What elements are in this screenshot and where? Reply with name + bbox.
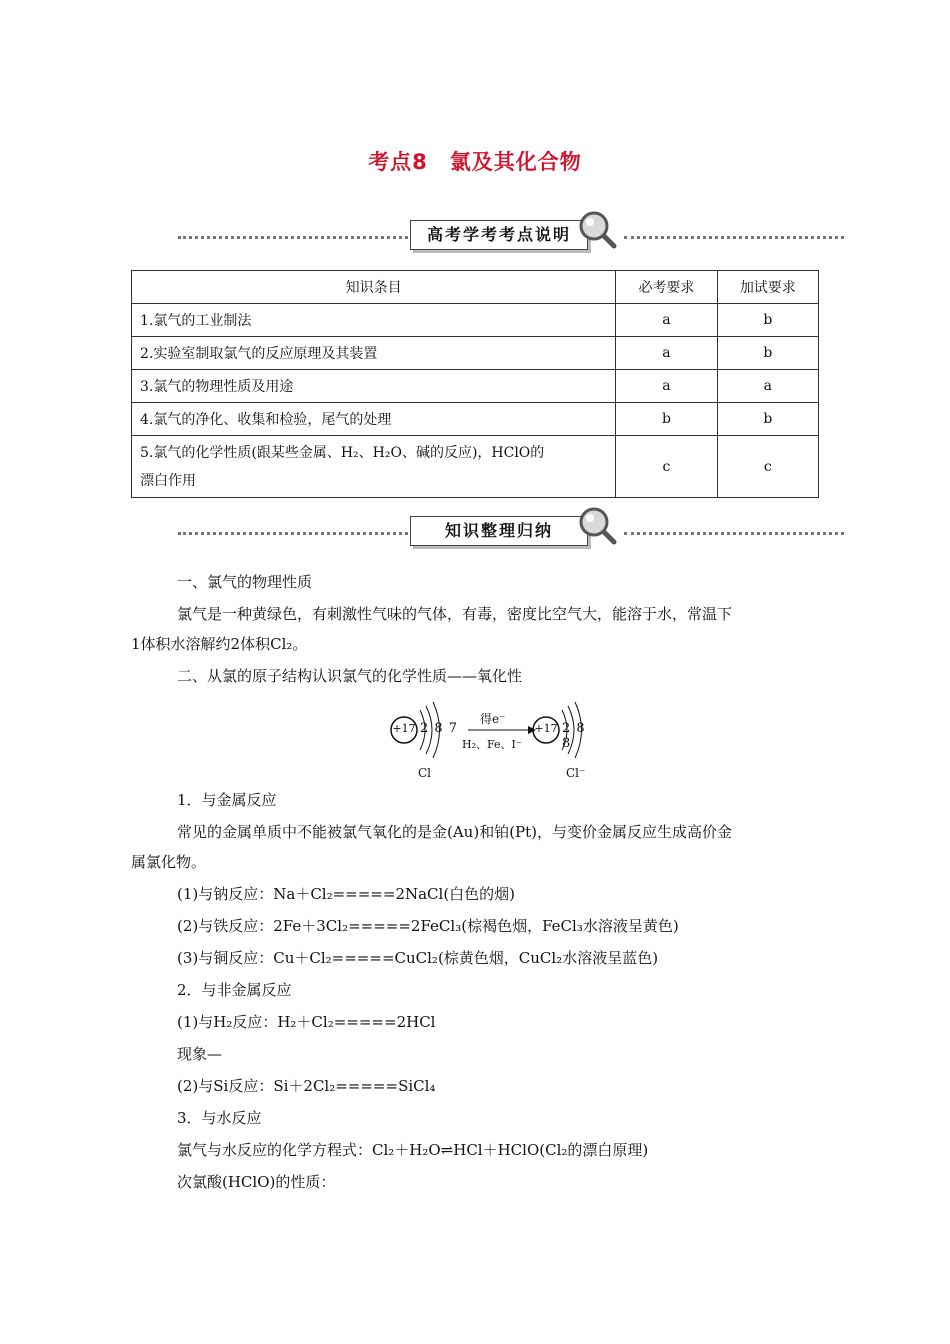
dotted-divider-left [178, 532, 408, 535]
paragraph: 属氯化物。 [131, 853, 207, 871]
sub-heading: 2．与非金属反应 [177, 981, 292, 999]
paragraph: 1体积水溶解约2体积Cl₂。 [131, 635, 308, 653]
paragraph: 常见的金属单质中不能被氯气氧化的是金(Au)和铂(Pt)，与变价金属反应生成高价金 [177, 823, 733, 841]
left-nucleus: +17 [392, 722, 416, 735]
row-required: c [616, 436, 717, 498]
paragraph: 次氯酸(HClO)的性质： [177, 1173, 336, 1191]
section-heading: 二、从氯的原子结构认识氯气的化学性质——氧化性 [177, 667, 523, 685]
row-advanced: c [717, 436, 818, 498]
row-required: a [616, 370, 717, 403]
row-advanced: b [717, 337, 818, 370]
right-shells: 2 8 8 [562, 721, 586, 751]
table-row [132, 403, 819, 436]
row-item: 1.氯气的工业制法 [132, 304, 616, 337]
row-required: a [616, 337, 717, 370]
header-knowledge-item: 知识条目 [132, 271, 616, 304]
left-shells: 2 8 7 [420, 721, 459, 736]
dotted-divider-right [624, 532, 844, 535]
row-item: 3.氯气的物理性质及用途 [132, 370, 616, 403]
reaction-line: (3)与铜反应：Cu＋Cl₂=====CuCl₂(棕黄色烟，CuCl₂水溶液呈蓝色) [177, 949, 659, 967]
table-header-row [132, 271, 819, 304]
row-advanced: b [717, 304, 818, 337]
row-item: 2.实验室制取氯气的反应原理及其装置 [132, 337, 616, 370]
reaction-line: (1)与H₂反应：H₂＋Cl₂=====2HCl [177, 1013, 436, 1031]
reaction-line: (2)与铁反应：2Fe＋3Cl₂=====2FeCl₃(棕褐色烟，FeCl₃水溶液呈黄色) [177, 917, 679, 935]
row-item [132, 436, 616, 498]
table-row [132, 370, 819, 403]
row-required: b [616, 403, 717, 436]
row-advanced: b [717, 403, 818, 436]
row-advanced: a [717, 370, 818, 403]
banner-label: 知识整理归纳 [410, 516, 588, 546]
table-row [132, 337, 819, 370]
row-item: 4.氯气的净化、收集和检验，尾气的处理 [132, 403, 616, 436]
dotted-divider-left [178, 236, 408, 239]
paragraph: 氯气是一种黄绿色，有刺激性气味的气体，有毒，密度比空气大，能溶于水，常温下 [177, 605, 733, 623]
section-banner-exam-notes [178, 214, 844, 260]
table-row [132, 304, 819, 337]
sub-heading: 1．与金属反应 [177, 791, 277, 809]
magnifier-icon [576, 504, 620, 548]
magnifier-icon [576, 208, 620, 252]
atom-structure-diagram [380, 696, 600, 786]
arrow-bottom-label: H₂、Fe、I⁻ [462, 738, 522, 751]
reaction-line: (1)与钠反应：Na＋Cl₂=====2NaCl(白色的烟) [177, 885, 516, 903]
dotted-divider-right [624, 236, 844, 239]
sub-heading: 3．与水反应 [177, 1109, 262, 1127]
left-label: Cl [418, 766, 432, 780]
section-banner-knowledge [178, 510, 844, 556]
row-required: a [616, 304, 717, 337]
reaction-line: (2)与Si反应：Si＋2Cl₂=====SiCl₄ [177, 1077, 436, 1095]
section-heading: 一、氯气的物理性质 [177, 573, 313, 591]
arrow-top-label: 得e⁻ [480, 712, 506, 726]
page-title: 考点8 氯及其化合物 [368, 150, 582, 174]
table-row [132, 436, 819, 498]
banner-label: 高考学考考点说明 [410, 220, 588, 250]
header-required: 必考要求 [616, 271, 717, 304]
header-advanced: 加试要求 [717, 271, 818, 304]
right-label: Cl⁻ [566, 766, 586, 780]
reaction-line: 氯气与水反应的化学方程式：Cl₂＋H₂O⇌HCl＋HClO(Cl₂的漂白原理) [177, 1141, 649, 1159]
right-nucleus: +17 [534, 722, 558, 735]
row-item-line: 5.氯气的化学性质(跟某些金属、H₂、H₂O、碱的反应)，HClO的 [140, 444, 545, 461]
phenomenon-line: 现象— [177, 1045, 223, 1063]
row-item-line: 漂白作用 [140, 472, 196, 489]
requirements-table [131, 270, 819, 498]
